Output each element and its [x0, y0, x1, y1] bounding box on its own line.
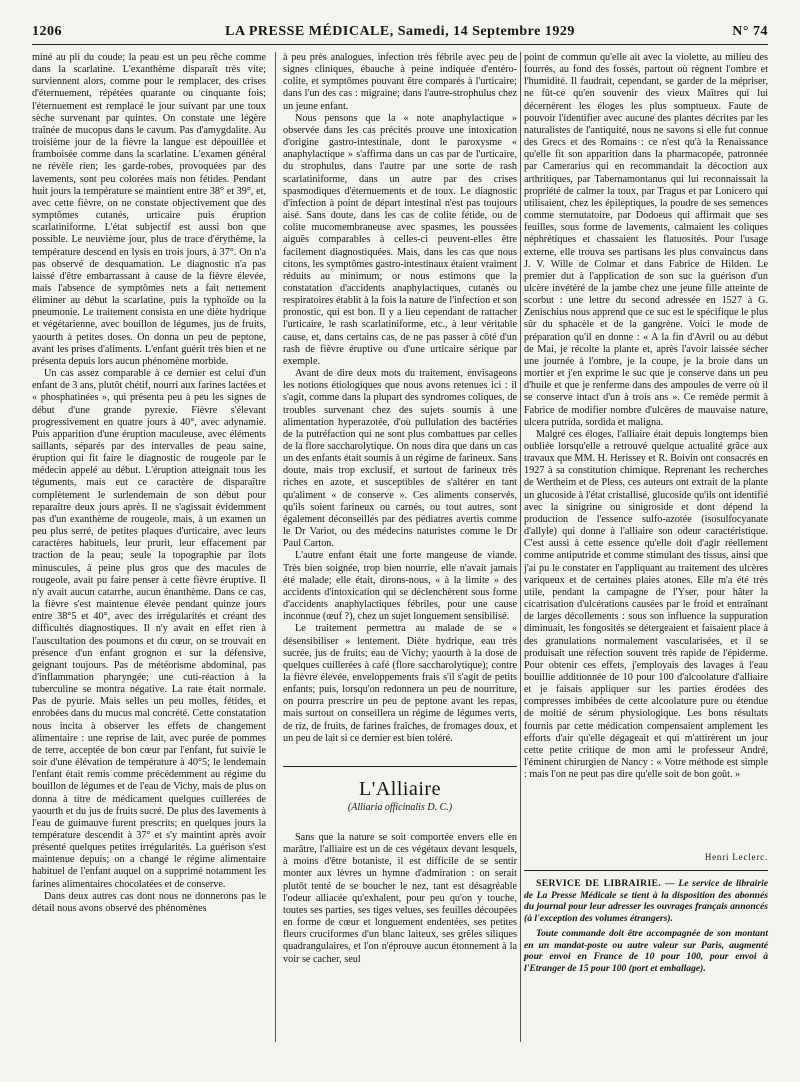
librairie-text-1: — Le service de librairie de La Presse Médicale se tient à la disposition des abonnés du journal pour leur adresser les ouvrages français annoncés (à l'exception des volumes étrangers). — [524, 878, 768, 925]
section-rule — [283, 766, 517, 767]
issue-number: N° 74 — [732, 24, 768, 39]
col3-paragraph: point de commun qu'elle ait avec la violette, au milieu des fourrés, au fond des fossés, partout où règnent l'ombre et l'humidité. Il faudrait, cependant, se garder de la mépriser, ne fût-ce qu'en souvenir des vieux Maîtres qui lui décernèrent les éloges les plus somptueux. Faute de pouvoir l'identifier avec aucune des plantes décrites par les naturalistes de l'antiquité, nous ne savons si elle fut connue des Grecs et des Romains : ce n'est qu'à la Renaissance qu'elle fit son apparition dans la pharmacopée, patronnée par Camerarius qui en recommandait la décoction aux arthritiques, par Tabernamontanus qui lui reconnaissait la propriété de calmer la toux, par Tragus et par Lonicero qui utilisaient, chez les épileptiques, la poudre de ses semences comme sternutatoire, par Dodoeus qui affirmait que ses feuilles, sous forme de lavements, calmaient les coliques néphrétiques et chassaient les flatuosités. Pour l'usage externe, elle trouva ses partisans les plus convaincus dans J. V. Wille de Colmar et dans Fabrice de Hilden. Le premier dut à l'application de son suc la guérison d'un ulcère invétéré de la jambe chez une jeune fille atteinte de scorbut : une lettre du second adressée en 1527 à G. Zenischius nous apprend que ce suc est le spécifique le plus sûr du sphacèle et de la gangrène. Voici le mode de préparation qu'il en donne : « A la fin d'Avril ou au début de Mai, je récolte la plante et, après l'avoir laissée sécher une journée à l'ombre, je la coupe, je la broie dans un mortier et j'en exprime le suc que je conserve dans un peu d'huile et que je renferme dans des ampoules de verre où il se conserve intact d'un à trois ans ». Ce remède permit à Fabrice de modifier nombre d'ulcères de mauvaise nature, ulcera putrida, sordida et maligna. — [524, 52, 768, 428]
column-separator — [520, 52, 521, 1042]
column-1 — [32, 52, 266, 915]
author-signature: Henri Leclerc. — [704, 852, 768, 862]
column-3 — [524, 52, 768, 781]
column-2 — [283, 52, 517, 745]
librairie-notice — [524, 878, 768, 978]
article-paragraph: Sans que la nature se soit comportée envers elle en marâtre, l'alliaire est un de ces végétaux devant lesquels, à moins d'être botaniste, il est difficile de se sentir monter aux lèvres un hymne d'admiration : on serait plutôt tenté de se boucher le nez, tant est désagréable l'odeur alliacée qu'exhalent, pour peu qu'on y touche, toutes ses parties, ses tiges velues, ses feuilles découpées en forme de cœur et longuement endentées, ses petites fleurs cruciformes d'un blanc laiteux, ses grêles siliques quadrangulaires, et l'on n'éprouve aucun étonnement à la voir se cacher, seul — [283, 832, 517, 965]
col2-paragraph: à peu près analogues, infection très fébrile avec peu de signes cliniques, ébauche à peine indiquée d'entéro-colite, et symptômes pouvant être comparés à l'urticaire; dans l'un des cas : migraine; dans l'autre-strophulus chez un jeune enfant. — [283, 52, 517, 112]
page-number: 1206 — [32, 24, 62, 39]
article-subtitle: (Alliaria officinalis D. C.) — [347, 802, 453, 813]
librairie-paragraph-1 — [524, 878, 768, 925]
article-body — [283, 832, 517, 966]
col1-paragraph: miné au pli du coude; la peau est un peu rêche comme dans la scarlatine. L'exanthème disparaît très vite; surviennent alors, comme pour le remplacer, des crises d'éternuement, répétées quarante ou cinquante fois; l'éternuement est remplacé le jour suivant par une toux sèche survenant par quintes. On constate une légère traînée de mucopus dans le cavum. Pas d'amygdalite. Au troisième jour de la fièvre la langue est dépouillée et framboisée comme dans la scarlatine. L'examen général ne révèle rien; les garde-robes, provoquées par des lavements, sont peu colorées mais non fétides. Pendant huit jours la température se maintient entre 38° et 39°, et, avec cette fièvre, on ne constate objectivement que des symptômes cutanés, urticaire puis éruption scarlatiniforme. L'état subjectif est aussi bon que possible. Le neuvième jour, plus de trace d'érythème, la température descend en lysis en trois jours, à 37°. On n'a pas observé de desquamation. Le diagnostic n'a pas laissé d'être embarrassant à cause de la fièvre élevée, mais l'absence de symptômes nets a fait nettement éliminer au début la scarlatine, puis la typhoïde ou la pneumonie. Le traitement consista en une diète hydrique et végétarienne, avec bouillon de légumes, jus de fruits, yaourth à petites doses. On donna un peu de peptone, avant les prises d'aliments. L'enfant guérit très bien et ne présenta depuis lors aucun phénomène morbide. — [32, 52, 266, 367]
col2-paragraph: Avant de dire deux mots du traitement, envisageons les notions étiologiques que nous avons retenues ici : il s'agit, comme dans la plupart des syndromes coliques, de troubles survenant chez des sujets soumis à une alimentation hyperazotée, d'où pullulation des bactéries de la putréfaction qui ne sont plus combattues par celles de la flore saccharolytique. On nous dira que dans un cas un des enfants était soumis à un régime de farineux. Sans doute, mais trop exclusif, et surtout de farineux très riches en azote, et susceptibles de s'altérer en tant qu'aliment « de conserve ». Ces aliments conservés, qu'ils soient farineux ou carnés, ou tout autres, sont également déconseillés par des pédiatres avertis comme le Dr Variot, ou des médecins naturistes comme le Dr Paul Carton. — [283, 368, 517, 550]
col1-paragraph: Un cas assez comparable à ce dernier est celui d'un enfant de 3 ans, plutôt chétif, nourri aux farines lactées et « phosphatinées », qui présenta peu à peu les signes de début d'une grande pyrexie. Fièvre s'élevant progressivement en quatre jours à 40°, avec adynamie. Puis apparition d'une éruption maculeuse, avec éléments saillants, séparés par des intervalles de peau saine, éruption qui fit faire le diagnostic de rougeole par le médecin appelé au début. L'éruption atteignait tous les téguments, mais eut ce caractère de disparaître complètement le surlendemain de son début pour reparaître deux jours après. Il ne s'agissait évidemment pas d'un exanthème de rougeole, mais, à un examen un peu plus serré, de petites plaques d'urticaire, avec leurs caractères habituels, leur prurit, leur effacement par traction de la peau; seule la topographie par îlots minuscules, à peine plus gros que des macules de rougeole, avait pu faire penser à cette fièvre éruptive. Il n'y avait aucun catarrhe, aucun énanthème. Dans ce cas, la fièvre s'est maintenue élevée pendant quinze jours entre 38°5 et 40°, avec des irrégularités et créant des difficultés diagnostiques. Il n'y avait en effet rien à l'auscultation des poumons et du cœur, on se trouvait en présence d'un enfant grognon et sur la défensive, geignant toujours. Pas de météorisme abdominal, pas d'inflammation pharyngée; une cuti-réaction à la tuberculine se montra négative. La rate était normale. Pas de pyurie. Mais selles un peu molles, fétides, et enrobées dans du mucus mal concrété. Cette constatation nous incita à observer les effets de changement alimentaire : une reprise de lait, avec purée de pommes de terre, acceptée de bon cœur par l'enfant, fut suivie le soir d'une élévation de température à 40°5; le lendemain l'enfant était remis comme précédemment au régime du bouillon de légumes et de l'eau de Vichy, mais de plus on donna à titre de médicament quelques cuillerées de yaourth et du jus de fruits sucré. De plus des lavements à l'eau de guimauve furent prescrits; en quelques jours la température descendit à 37° et s'y maintint après avoir présenté quelques petites irrégularités. La guérison s'est maintenue depuis; on a changé le régime alimentaire habituel de l'enfant auquel on a supprimé notamment les farines alimentaires chocolatées et de conserve. — [32, 368, 266, 890]
col2-paragraph: Nous pensons que la « note anaphylactique » observée dans les cas précités prouve une intoxication d'origine gastro-intestinale, dont le paroxysme « anaphylactique » s'affirma dans un cas par de l'urticaire, du strophulus, dans l'autre par une sorte de rash scarlatiniforme, dans un autre par des crises spasmodiques d'éternuements et de toux. Le diagnostic d'infection à point de départ intestinal n'est pas toujours aisé. Sans doute, dans les cas de colite fétide, ou de colite mucomembraneuse avec spasmes, les poussées aiguës comparables à celles-ci peuvent-elles être facilement diagnostiquées. Mais, dans les cas que nous citons, les symptômes gastro-intestinaux étaient vraiment réduits au minimum; or nous estimons que la constatation d'accidents anaphylactiques, cutanés ou respiratoires établit à la fois la nature de l'infection et son pronostic, qui est bon. Il y a lieu cependant de rattacher l'urticaire, le rash scarlatiniforme, etc., à leur véritable cause, et, dans certains cas, de ne pas passer à côté d'un rash de fièvre éruptive ou d'une urticaire sérique par exemple. — [283, 112, 517, 367]
column-separator — [275, 52, 276, 1042]
journal-title: LA PRESSE MÉDICALE, Samedi, 14 Septembre 1929 — [225, 24, 575, 39]
col2-paragraph: Le traitement permettra au malade de se « désensibiliser » lentement. Diète hydrique, eau très sucrée, jus de fruits; eau de Vichy; yaourth à la dose de quelques cuillerées à café (flore saccharolytique); contre la fièvre élevée, enveloppements frais s'il s'agit de petits enfants; puis, lorsqu'on redonnera un peu de nourriture, on pourra prescrire un peu de peptone avant les repas, mais surtout on conseillera un régime de légumes verts, de riz, de fruits, de farines fraîches, de fromages doux, et un peu de lait si ce dernier est bien toléré. — [283, 623, 517, 744]
col2-paragraph: L'autre enfant était une forte mangeuse de viande. Très bien soignée, trop bien nourrie, elle n'avait jamais été malade; elle était, dirons-nous, « à la limite » des accidents d'intoxication qui se déclenchèrent sous forme d'accidents anaphylactiques fébriles, pour une cause inconnue (œuf ?), chez un sujet longuement sensibilisé. — [283, 550, 517, 623]
article-title: L'Alliaire — [359, 778, 441, 800]
librairie-paragraph-2: Toute commande doit être accompagnée de son montant en un mandat-poste ou autre valeur sur Paris, augmenté pour envoi en France de 10 pour 100, pour envoi à l'Etranger de 15 pour 100 (port et emballage). — [524, 927, 768, 974]
header-rule — [32, 44, 768, 45]
section-rule — [524, 870, 768, 871]
page-header — [32, 24, 768, 42]
col1-paragraph: Dans deux autres cas dont nous ne donnerons pas le détail nous avons observé des phénomènes — [32, 890, 266, 914]
col3-paragraph: Malgré ces éloges, l'alliaire était depuis longtemps bien oubliée lorsqu'elle a retrouvé quelque actualité grâce aux travaux que MM. H. Herissey et R. Boivin ont consacrés en 1927 à sa constitution chimique. Reprenant les recherches de Wertheim et de Pless, ces auteurs ont extrait de la plante un glucoside à l'état cristallisé, glucoside qu'ils ont identifié avec la sinigrine ou sinigroside et dont dépend la production de l'essence sulfo-azotée (isosulfocyanate d'allyle) qui donne à l'alliaire son odeur caractéristique. C'est aussi à cette essence qu'elle doit d'agir réellement comme antiputride et comme stimulant des tissus, ainsi que j'ai pu le constater en l'appliquant au traitement des ulcères variqueux et de certaines plaies atones. Elle m'a été très utile, pendant la campagne de l'Yser, pour hâter la cicatrisation d'ulcérations causées par le froid et entraînant de larges décollements : sous son influence la suppuration diminuait, les fongosités se détergeaient et faisaient place à des granulations normalement vascularisées, et il se produisait une réfection souvent très rapide de l'épiderme. Pour obtenir ces effets, j'employais des lavages à l'eau bouillie additionnée de 10 pour 100 d'alcoolature d'alliaire et je faisais appliquer sur les parties érodées des compresses imbibées de cette alcoolature pure ou étendue de moitié de sérum physiologique. Les bons résultats fournis par cette médication compensaient amplement les efforts d'air qu'elle dégageait et qui m'attirèrent un jour cette petite critique de mon ami le professeur André, l'éminent chirurgien de Nancy : « Votre méthode est simple : mais l'on ne peut pas dire qu'elle soit de bon goût. » — [524, 428, 768, 781]
librairie-lead: SERVICE DE LIBRAIRIE. — [536, 878, 662, 889]
